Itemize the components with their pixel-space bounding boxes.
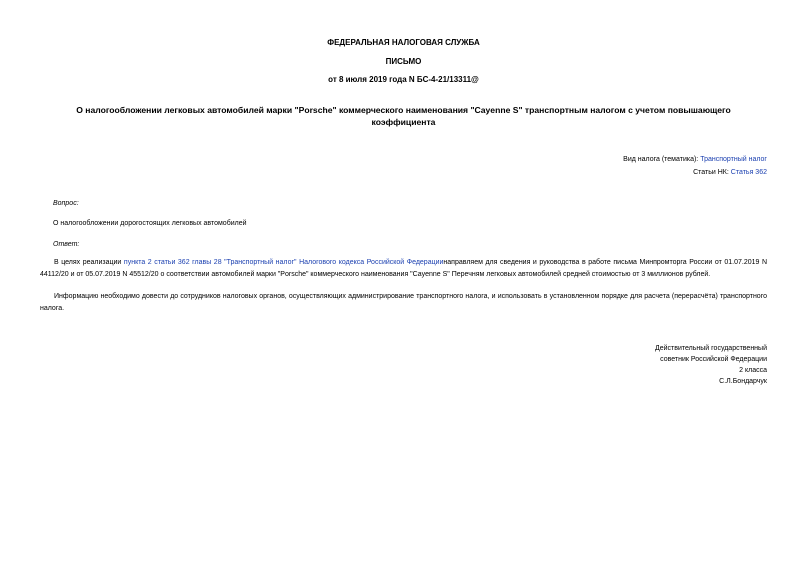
- answer-paragraph-2: Информацию необходимо довести до сотрудников налоговых органов, осуществляющих администрирование транспортного налога, и использовать в установленном порядке для расчета (перерасчёта) транспортного налога.: [40, 293, 767, 312]
- agency-title: ФЕДЕРАЛЬНАЯ НАЛОГОВАЯ СЛУЖБА: [327, 38, 480, 47]
- answer-label: Ответ:: [53, 241, 80, 248]
- signature-block: [655, 343, 767, 387]
- answer-para1-prefix: В целях реализации: [54, 259, 124, 266]
- tax-type-link[interactable]: Транспортный налог: [700, 156, 767, 163]
- question-label: Вопрос:: [53, 200, 79, 207]
- signature-line-3: 2 класса: [739, 367, 767, 374]
- articles-link[interactable]: Статья 362: [730, 169, 767, 176]
- signature-line-1: Действительный государственный: [655, 345, 767, 352]
- tax-type-row: [623, 154, 767, 165]
- document-subject-line-2: коэффициента: [371, 117, 436, 127]
- tax-type-label: Вид налога (тематика):: [623, 156, 699, 163]
- articles-row: [693, 167, 767, 178]
- signature-line-2: советник Российской Федерации: [660, 356, 767, 363]
- question-text: О налогообложении дорогостоящих легковых автомобилей: [53, 220, 247, 227]
- tax-code-link[interactable]: Налогового кодекса Российской Федерации: [299, 259, 444, 266]
- document-type: ПИСЬМО: [385, 57, 422, 66]
- signature-name: С.Л.Бондарчук: [719, 378, 767, 385]
- document-subject-line-1: О налогообложении легковых автомобилей марки "Porsche" коммерческого наименования "Cayenne S" транспортным налогом с учетом повышающего: [76, 105, 731, 115]
- answer-paragraph-1: [40, 257, 767, 281]
- articles-label: Статьи НК:: [693, 169, 729, 176]
- tax-code-article-link[interactable]: пункта 2 статьи 362 главы 28 "Транспортный налог": [123, 259, 297, 266]
- answer-para1-rest: направляем для сведения и руководства в работе письма Минпромторга России от 01.07.2019 N 44112/20 и от 05.07.2019 N 45512/20 о соответствии автомобилей марки "Porsche" коммерческого наименования "Cayenne S" Перечням легковых автомобилей средней стоимостью от 3 миллионов рублей.: [40, 259, 768, 278]
- document-date-number: от 8 июля 2019 года N БС-4-21/13311@: [328, 75, 479, 84]
